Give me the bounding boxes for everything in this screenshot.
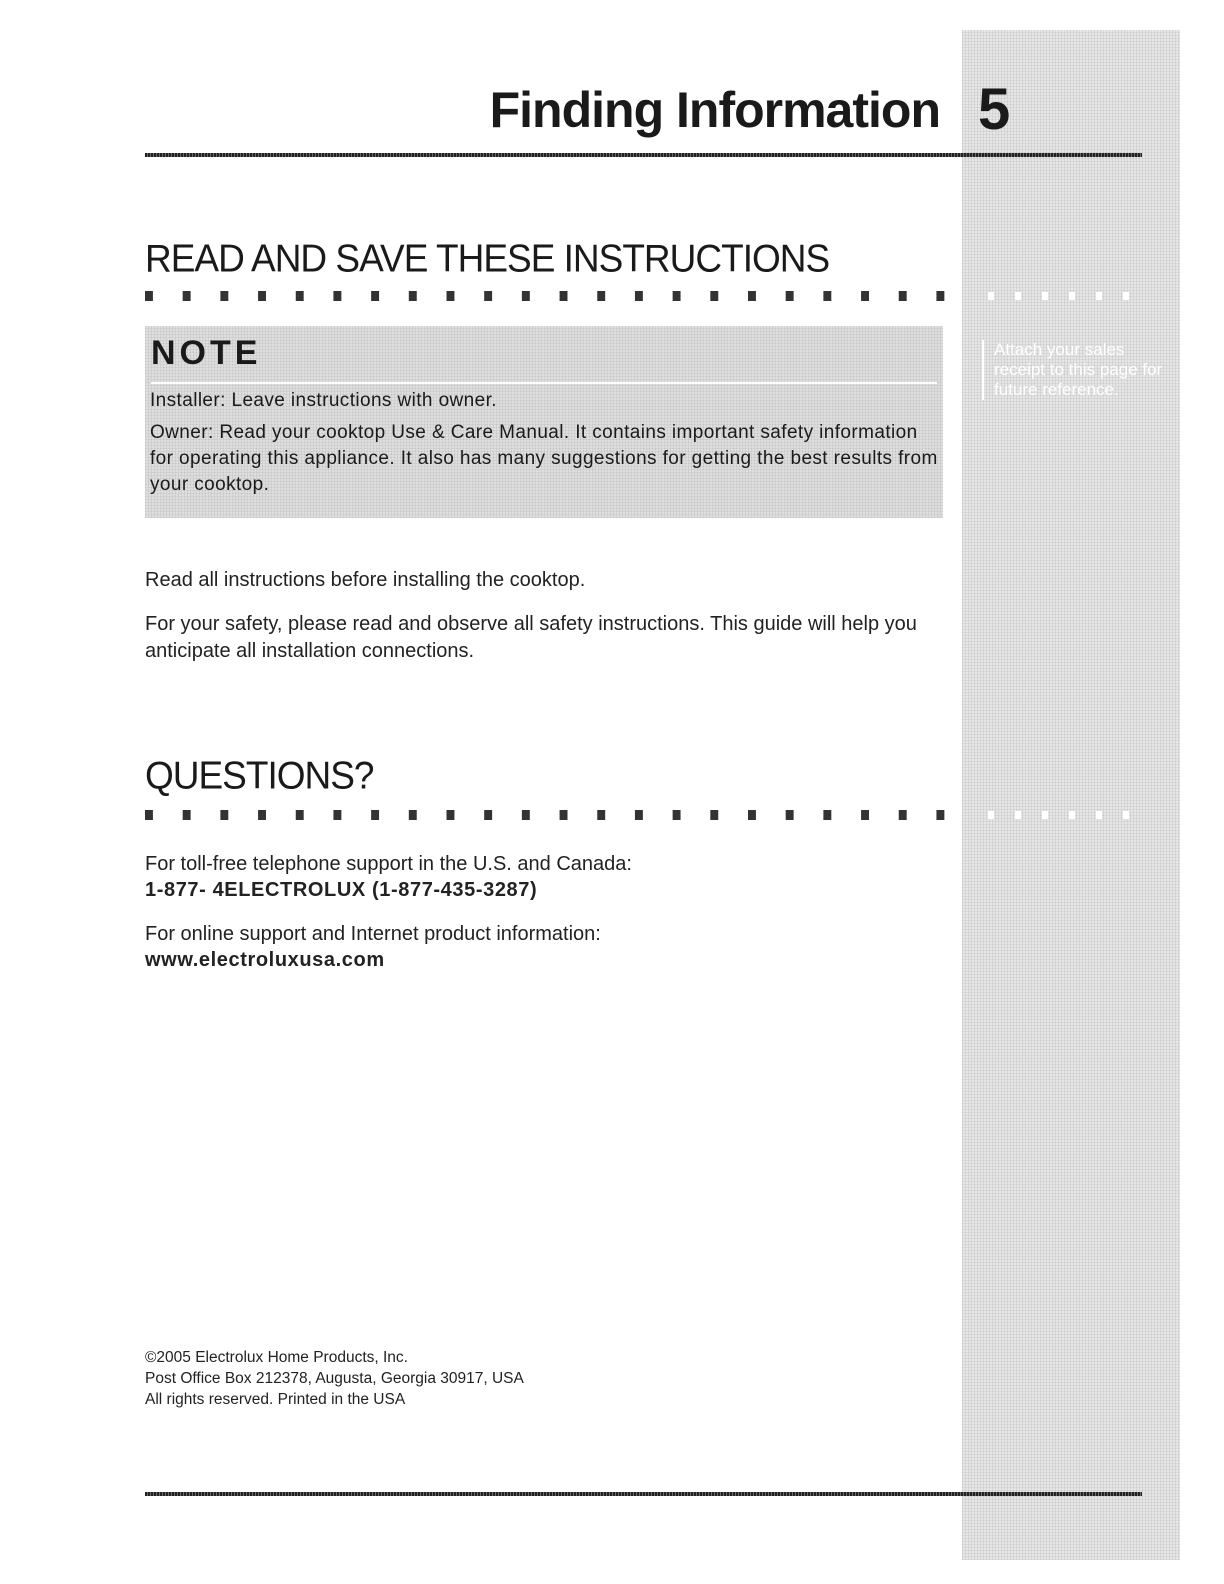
- safety-paragraph: For your safety, please read and observe all safety instructions. This guide will help you anticipate all installation connections.: [145, 613, 917, 662]
- phone-number: 1-877- 4ELECTROLUX (1-877-435-3287): [145, 879, 538, 901]
- phone-support-intro: For toll-free telephone support in the U.S. and Canada:: [145, 853, 632, 875]
- page-number: 5: [978, 77, 1011, 142]
- sidebar-square-divider-2: [988, 811, 1148, 819]
- page-title: Finding Information: [489, 82, 940, 138]
- note-owner-text: Owner: Read your cooktop Use & Care Manual. It contains important safety information for operating this appliance. It also has many suggestions for getting the best results from your cooktop.: [150, 422, 938, 495]
- sidebar-receipt-note: Attach your sales receipt to this page for future reference.: [982, 340, 1164, 400]
- heading-square-divider: [145, 291, 951, 301]
- footer-rights: All rights reserved. Printed in the USA: [145, 1391, 406, 1408]
- questions-square-divider: [145, 810, 951, 820]
- bottom-rule: [145, 1492, 1142, 1496]
- top-rule: [145, 153, 1142, 157]
- questions-heading: QUESTIONS?: [145, 753, 374, 797]
- footer: [145, 1347, 745, 1410]
- read-save-heading: READ AND SAVE THESE INSTRUCTIONS: [145, 236, 830, 280]
- sidebar-square-divider: [988, 292, 1148, 300]
- website-link[interactable]: www.electroluxusa.com: [145, 949, 385, 971]
- note-installer-line: Installer: Leave instructions with owner.: [150, 390, 497, 411]
- sidebar-panel: [962, 30, 1180, 1560]
- note-divider: [151, 382, 937, 384]
- note-label: NOTE: [151, 334, 262, 372]
- read-all-paragraph: Read all instructions before installing the cooktop.: [145, 569, 586, 591]
- footer-address: Post Office Box 212378, Augusta, Georgia 30917, USA: [145, 1370, 524, 1387]
- footer-copyright: ©2005 Electrolux Home Products, Inc.: [145, 1349, 408, 1366]
- online-support-intro: For online support and Internet product information:: [145, 923, 601, 945]
